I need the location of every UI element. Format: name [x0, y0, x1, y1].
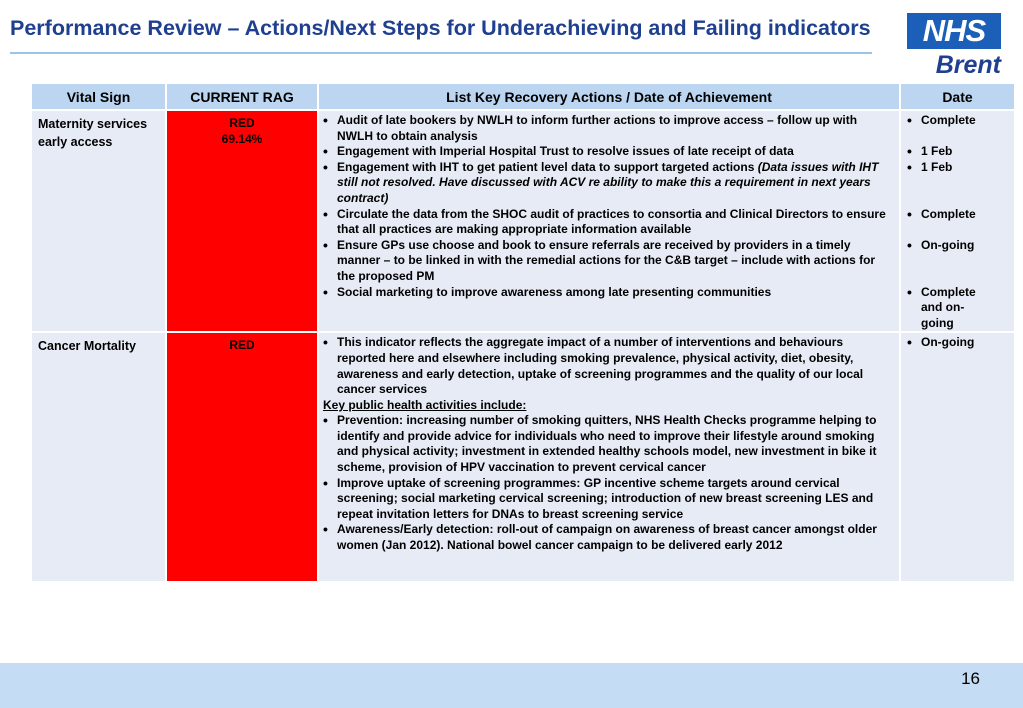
rag-value: 69.14% — [221, 132, 263, 146]
list-item: • Prevention: increasing number of smoking quitters, NHS Health Checks programme helping to identify and provide advice for individuals who need to improve their lifestyle around smoking and physical activity; investment in extended healthy schools model, new investment in bike it scheme, provision of HPV vaccination to prevent cervical cancer — [323, 413, 891, 475]
vital-sign-cell: Maternity services early access — [31, 110, 166, 332]
date-item: • Complete — [907, 113, 1010, 129]
date-item: • 1 Feb — [907, 144, 1010, 160]
actions-cell — [318, 332, 900, 582]
header-date: Date — [900, 83, 1015, 110]
table-row-maternity — [31, 110, 1015, 332]
page-number: 16 — [961, 669, 980, 688]
date-item: • On-going — [907, 335, 1010, 351]
nhs-logo-box: NHS — [907, 13, 1001, 49]
rag-status: RED — [229, 116, 255, 130]
actions-list — [323, 413, 891, 553]
rag-status-cell — [166, 332, 318, 582]
header-current-rag: CURRENT RAG — [166, 83, 318, 110]
vital-sign-cell: Cancer Mortality — [31, 332, 166, 582]
list-item: • Circulate the data from the SHOC audit of practices to consortia and Clinical Directors to ensure that all practices are making appropriate information available — [323, 207, 891, 238]
date-item: • On-going — [907, 238, 1010, 254]
dates-cell — [900, 332, 1015, 582]
recovery-actions-table — [30, 82, 1016, 583]
table-row-cancer — [31, 332, 1015, 582]
list-item: • Improve uptake of screening programmes: GP incentive scheme targets around cervical screening; social marketing cervical screening; introduction of new breast screening LES and repeat invitation letters for DNAs to breast screening service — [323, 476, 891, 523]
list-item: • Engagement with IHT to get patient level data to support targeted actions (Data issues with IHT still not resolved. Have discussed with ACV re ability to make this a requirement in next years contract) — [323, 160, 891, 207]
page-title: Performance Review – Actions/Next Steps for Underachieving and Failing indicators — [10, 16, 871, 40]
list-item: • Social marketing to improve awareness among late presenting communities — [323, 285, 891, 301]
nhs-brent-logo — [907, 13, 1003, 79]
list-item: • Engagement with Imperial Hospital Trust to resolve issues of late receipt of data — [323, 144, 891, 160]
list-item: • Awareness/Early detection: roll-out of campaign on awareness of breast cancer amongst older women (Jan 2012). National bowel cancer campaign to be delivered early 2012 — [323, 522, 891, 553]
dates-list — [907, 113, 1010, 331]
rag-status: RED — [229, 338, 255, 353]
footer-bar — [0, 663, 1023, 708]
rag-status-cell — [166, 110, 318, 332]
header-recovery-actions: List Key Recovery Actions / Date of Achievement — [318, 83, 900, 110]
list-item: • Ensure GPs use choose and book to ensure referrals are received by providers in a timely manner – to be linked in with the remedial actions for the C&B target – include with actions for the proposed PM — [323, 238, 891, 285]
list-item: • This indicator reflects the aggregate impact of a number of interventions and behaviours reported here and elsewhere including smoking prevalence, physical activity, diet, obesity, awareness and early detection, uptake of screening programmes and the quality of our local cancer services — [323, 335, 891, 397]
actions-intro-list — [323, 335, 891, 397]
actions-cell — [318, 110, 900, 332]
date-item: • 1 Feb — [907, 160, 1010, 176]
list-item: • Audit of late bookers by NWLH to inform further actions to improve access – follow up with NWLH to obtain analysis — [323, 113, 891, 144]
key-activities-heading: Key public health activities include: — [323, 397, 527, 412]
title-divider — [10, 52, 872, 54]
action-note: (Data issues with IHT still not resolved. Have discussed with ACV re ability to make this a requirement in next years contract) — [337, 159, 879, 205]
dates-cell — [900, 110, 1015, 332]
logo-subtitle: Brent — [935, 51, 1001, 79]
date-item: • Complete — [907, 207, 1010, 223]
table-header-row — [31, 83, 1015, 110]
date-item: • Complete and on-going — [907, 285, 1010, 332]
header-vital-sign: Vital Sign — [31, 83, 166, 110]
dates-list — [907, 335, 1010, 351]
actions-list — [323, 113, 891, 300]
